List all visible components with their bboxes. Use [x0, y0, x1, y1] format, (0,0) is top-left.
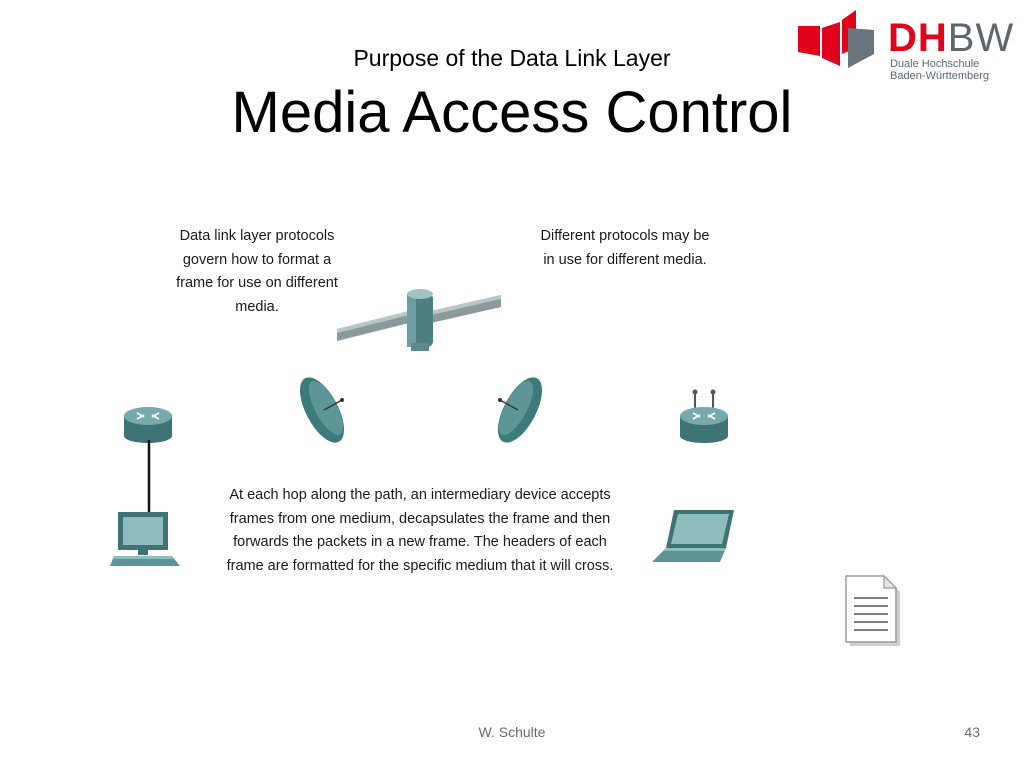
logo-line1: Duale Hochschule: [890, 58, 980, 70]
logo-wordmark: [888, 18, 1014, 58]
caption-left-line: media.: [235, 298, 279, 315]
caption-left-line: frame for use on different: [176, 275, 338, 291]
caption-left-line: Data link layer protocols: [179, 228, 335, 244]
caption-bottom: [190, 484, 650, 578]
satellite-dish-icon: [296, 370, 356, 448]
satellite-dish-icon: [486, 370, 546, 448]
caption-bottom-line: forwards the packets in a new frame. The headers of each: [233, 534, 607, 550]
satellite-icon: [335, 285, 505, 355]
logo-line2: Baden-Württemberg: [890, 70, 990, 82]
logo-bw: BW: [947, 16, 1015, 60]
caption-bottom-line: At each hop along the path, an intermediary device accepts: [229, 487, 611, 503]
caption-bottom-line: frames from one medium, decapsulates the frame and then: [229, 510, 611, 527]
caption-right-line: in use for different media.: [543, 251, 707, 268]
logo-dh: DH: [888, 16, 948, 60]
router-icon: [122, 404, 174, 444]
dhbw-logo: [798, 6, 1018, 86]
caption-right-line: Different protocols may be: [540, 228, 710, 244]
slide-subtitle: Purpose of the Data Link Layer: [353, 45, 671, 71]
caption-bottom-line: frame are formatted for the specific medium that it will cross.: [226, 557, 614, 574]
footer-author: W. Schulte: [478, 724, 546, 740]
caption-left-line: govern how to format a: [182, 251, 332, 268]
wireless-router-icon: [678, 386, 730, 444]
desktop-computer-icon: [110, 510, 182, 568]
document-icon[interactable]: [842, 574, 904, 648]
slide-title: Media Access Control: [231, 80, 793, 145]
page-number: 43: [964, 724, 980, 740]
network-cable: [146, 440, 152, 520]
dhbw-logo-mark-icon: [798, 8, 874, 72]
caption-right: [505, 225, 745, 272]
laptop-icon: [652, 508, 742, 568]
